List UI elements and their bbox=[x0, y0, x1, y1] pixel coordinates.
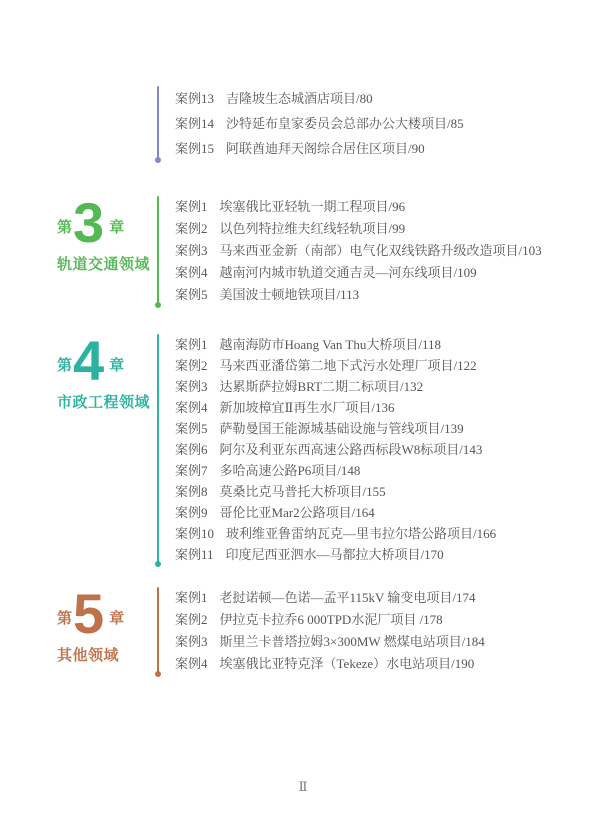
case-label: 案例2 bbox=[175, 612, 208, 627]
chapter-number: 5 bbox=[73, 582, 104, 645]
chapter-heading bbox=[57, 191, 157, 254]
chapter-title: 市政工程领域 bbox=[57, 393, 151, 411]
case-label: 案例1 bbox=[175, 337, 208, 352]
case-title: 印度尼西亚泗水—马都拉大桥项目/170 bbox=[225, 547, 444, 562]
case-label: 案例5 bbox=[175, 287, 208, 302]
case-title: 以色列特拉维夫红线轻轨项目/99 bbox=[219, 221, 406, 236]
case-title: 伊拉克卡拉乔6 000TPD水泥厂项目 /178 bbox=[219, 612, 443, 627]
rule-dot bbox=[155, 302, 161, 308]
chapter-label-spacer bbox=[57, 86, 157, 161]
chapter-prefix: 第 bbox=[57, 609, 73, 627]
case-title: 美国波士顿地铁项目/113 bbox=[219, 287, 360, 302]
section-rule bbox=[157, 196, 159, 306]
toc-entry bbox=[175, 86, 606, 111]
case-title: 越南海防市Hoang Van Thu大桥项目/118 bbox=[219, 337, 441, 352]
chapter-heading bbox=[57, 582, 157, 645]
toc-entry bbox=[175, 355, 606, 376]
chapter-number: 4 bbox=[73, 329, 104, 392]
chapter-suffix: 章 bbox=[109, 218, 125, 236]
case-label: 案例2 bbox=[175, 358, 208, 373]
entry-list bbox=[175, 86, 606, 161]
toc-entry bbox=[175, 439, 606, 460]
case-label: 案例1 bbox=[175, 590, 208, 605]
toc-entry bbox=[175, 544, 606, 565]
entry-list bbox=[175, 587, 606, 675]
toc-entry bbox=[175, 587, 606, 609]
case-title: 达累斯萨拉姆BRT二期二标项目/132 bbox=[219, 379, 424, 394]
section-rule bbox=[157, 86, 159, 161]
chapter-number: 3 bbox=[73, 191, 104, 254]
case-title: 阿尔及利亚东西高速公路西标段W8标项目/143 bbox=[219, 442, 483, 457]
entry-list bbox=[175, 334, 606, 565]
case-title: 吉隆坡生态城酒店项目/80 bbox=[226, 91, 373, 106]
chapter-prefix: 第 bbox=[57, 218, 73, 236]
toc-entry bbox=[175, 418, 606, 439]
case-label: 案例3 bbox=[175, 634, 208, 649]
case-title: 埃塞俄比亚轻轨一期工程项目/96 bbox=[219, 199, 406, 214]
chapter-suffix: 章 bbox=[109, 609, 125, 627]
toc-entry bbox=[175, 136, 606, 161]
toc-entry bbox=[175, 196, 606, 218]
case-label: 案例8 bbox=[175, 484, 208, 499]
case-title: 老挝诺顿—色诺—孟平115kV 输变电项目/174 bbox=[219, 590, 476, 605]
case-title: 萨勒曼国王能源城基础设施与管线项目/139 bbox=[219, 421, 464, 436]
section-chapter-5 bbox=[57, 582, 606, 675]
toc-entry bbox=[175, 334, 606, 355]
toc-entry bbox=[175, 111, 606, 136]
case-title: 马来西亚金新（南部）电气化双线铁路升级改造项目/103 bbox=[219, 243, 542, 258]
case-title: 多哈高速公路P6项目/148 bbox=[219, 463, 361, 478]
toc-entry bbox=[175, 397, 606, 418]
rule-dot bbox=[155, 671, 161, 677]
case-label: 案例1 bbox=[175, 199, 208, 214]
case-label: 案例4 bbox=[175, 265, 208, 280]
toc-entry bbox=[175, 523, 606, 544]
case-title: 马来西亚潘岱第二地下式污水处理厂项目/122 bbox=[219, 358, 477, 373]
entry-list bbox=[175, 196, 606, 306]
section-chapter-4 bbox=[57, 329, 606, 565]
case-label: 案例4 bbox=[175, 656, 208, 671]
case-label: 案例10 bbox=[175, 526, 215, 541]
chapter-label bbox=[57, 329, 157, 565]
toc-entry bbox=[175, 460, 606, 481]
toc-entry bbox=[175, 631, 606, 653]
chapter-label bbox=[57, 582, 157, 675]
toc-entry bbox=[175, 284, 606, 306]
case-label: 案例4 bbox=[175, 400, 208, 415]
page-number: Ⅱ bbox=[298, 779, 308, 794]
case-title: 哥伦比亚Mar2公路项目/164 bbox=[219, 505, 375, 520]
case-label: 案例2 bbox=[175, 221, 208, 236]
case-title: 埃塞俄比亚特克泽（Tekeze）水电站项目/190 bbox=[219, 656, 475, 671]
case-title: 莫桑比克马普托大桥项目/155 bbox=[219, 484, 386, 499]
section-chapter-2-continued bbox=[57, 86, 606, 161]
chapter-suffix: 章 bbox=[109, 356, 125, 374]
case-label: 案例11 bbox=[175, 547, 214, 562]
case-title: 斯里兰卡普塔拉姆3×300MW 燃煤电站项目/184 bbox=[219, 634, 485, 649]
case-label: 案例3 bbox=[175, 379, 208, 394]
chapter-title: 轨道交通领域 bbox=[57, 255, 151, 273]
section-rule bbox=[157, 334, 159, 565]
chapter-label bbox=[57, 191, 157, 306]
chapter-heading bbox=[57, 329, 157, 392]
case-label: 案例15 bbox=[175, 141, 215, 156]
case-label: 案例7 bbox=[175, 463, 208, 478]
case-label: 案例3 bbox=[175, 243, 208, 258]
chapter-prefix: 第 bbox=[57, 356, 73, 374]
case-label: 案例5 bbox=[175, 421, 208, 436]
case-title: 玻利维亚鲁雷纳瓦克—里韦拉尔塔公路项目/166 bbox=[226, 526, 497, 541]
case-title: 越南河内城市轨道交通吉灵—河东线项目/109 bbox=[219, 265, 477, 280]
case-label: 案例6 bbox=[175, 442, 208, 457]
case-label: 案例13 bbox=[175, 91, 215, 106]
toc-entry bbox=[175, 481, 606, 502]
case-label: 案例14 bbox=[175, 116, 215, 131]
section-rule bbox=[157, 587, 159, 675]
toc-entry bbox=[175, 376, 606, 397]
toc-entry bbox=[175, 218, 606, 240]
toc-entry bbox=[175, 262, 606, 284]
rule-dot bbox=[155, 157, 161, 163]
case-title: 新加坡樟宜Ⅱ再生水厂项目/136 bbox=[219, 400, 395, 415]
case-label: 案例9 bbox=[175, 505, 208, 520]
toc-entry bbox=[175, 609, 606, 631]
toc-entry bbox=[175, 653, 606, 675]
case-title: 沙特延布皇家委员会总部办公大楼项目/85 bbox=[226, 116, 464, 131]
toc-entry bbox=[175, 502, 606, 523]
section-chapter-3 bbox=[57, 191, 606, 306]
case-title: 阿联酋迪拜天阁综合居住区项目/90 bbox=[226, 141, 425, 156]
rule-dot bbox=[155, 561, 161, 567]
chapter-title: 其他领域 bbox=[57, 646, 120, 664]
toc-entry bbox=[175, 240, 606, 262]
